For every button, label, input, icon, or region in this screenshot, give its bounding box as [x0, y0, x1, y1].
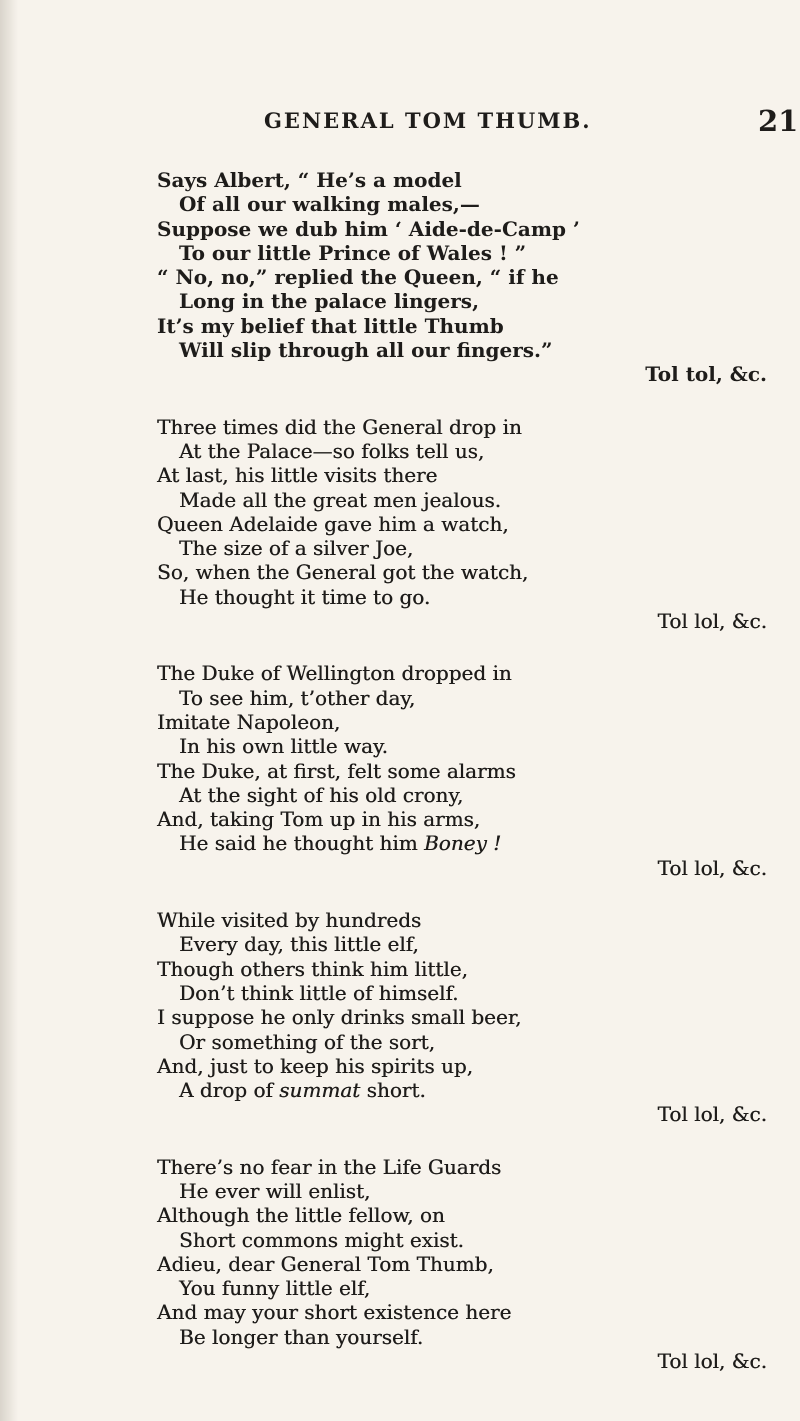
emphasis-text: Boney ! — [423, 831, 502, 856]
verse-line-tail: short. — [360, 1078, 426, 1103]
verse-line: You funny little elf, — [179, 1276, 371, 1301]
verse-line: In his own little way. — [179, 734, 388, 759]
verse-line: At the sight of his old crony, — [179, 782, 464, 807]
verse-line: It’s my belief that little Thumb — [157, 313, 504, 338]
chorus-refrain: Tol lol, &c. — [657, 855, 767, 880]
verse-line: Made all the great men jealous. — [179, 487, 502, 512]
verse-line: So, when the General got the watch, — [157, 560, 529, 585]
verse-line — [157, 1078, 777, 1102]
verse-line: “ No, no,” replied the Queen, “ if he — [157, 265, 559, 290]
page-number: 21 — [758, 104, 799, 138]
verse-line: The Duke of Wellington dropped in — [157, 661, 512, 686]
verse-line: Queen Adelaide gave him a watch, — [157, 511, 509, 536]
verse-line-text: A drop of — [179, 1078, 280, 1103]
verse-line: I suppose he only drinks small beer, — [157, 1005, 522, 1030]
page-header — [0, 104, 800, 148]
verse-line: Every day, this little elf, — [179, 932, 419, 957]
page-gutter-shadow — [0, 0, 18, 1421]
verse-line: He ever will enlist, — [179, 1178, 371, 1203]
verse-line: While visited by hundreds — [157, 908, 422, 933]
chorus-refrain: Tol lol, &c. — [657, 609, 767, 634]
verse-line: Be longer than yourself. — [179, 1324, 424, 1349]
verse-line: Although the little fellow, on — [157, 1203, 445, 1228]
verse-line: Or something of the sort, — [179, 1029, 435, 1054]
verse-line: The Duke, at first, felt some alarms — [157, 758, 516, 783]
verse-line: There’s no fear in the Life Guards — [157, 1154, 502, 1179]
stanza-5 — [157, 1155, 777, 1374]
stanza-2 — [157, 415, 777, 634]
verse-line: He thought it time to go. — [179, 584, 431, 609]
verse-line: Though others think him little, — [157, 956, 468, 981]
verse-line: Imitate Napoleon, — [157, 709, 341, 734]
stanza-3 — [157, 661, 777, 880]
verse-line: Adieu, dear General Tom Thumb, — [157, 1251, 494, 1276]
verse-line: And may your short existence here — [157, 1300, 512, 1325]
verse-line: To our little Prince of Wales ! ” — [179, 240, 527, 265]
verse-line-text: He said he thought him — [179, 831, 424, 856]
verse-line: And, just to keep his spirits up, — [157, 1053, 473, 1078]
chorus-refrain: Tol lol, &c. — [657, 1349, 767, 1374]
verse-line: Will slip through all our fingers.” — [179, 338, 553, 363]
verse-line: Don’t think little of himself. — [179, 980, 459, 1005]
verse-line: The size of a silver Joe, — [179, 536, 414, 561]
stanza-4 — [157, 908, 777, 1127]
poem-body — [157, 168, 777, 1401]
verse-line: Short commons might exist. — [179, 1227, 464, 1252]
stanza-1 — [157, 168, 777, 387]
verse-line: At the Palace—so folks tell us, — [179, 438, 485, 463]
verse-line: Long in the palace lingers, — [179, 289, 480, 314]
verse-line — [157, 831, 777, 855]
verse-line: Three times did the General drop in — [157, 414, 522, 439]
verse-line: To see him, t’other day, — [179, 685, 416, 710]
chorus-refrain: Tol tol, &c. — [645, 362, 767, 387]
emphasis-text: summat — [279, 1078, 361, 1103]
verse-line: Of all our walking males,— — [179, 192, 480, 217]
verse-line: And, taking Tom up in his arms, — [157, 807, 481, 832]
verse-line: At last, his little visits there — [157, 463, 438, 488]
running-head: GENERAL TOM THUMB. — [264, 108, 592, 133]
verse-line: Says Albert, “ He’s a model — [157, 168, 462, 192]
chorus-refrain: Tol lol, &c. — [657, 1102, 767, 1127]
verse-line: Suppose we dub him ‘ Aide-de-Camp ’ — [157, 216, 580, 241]
